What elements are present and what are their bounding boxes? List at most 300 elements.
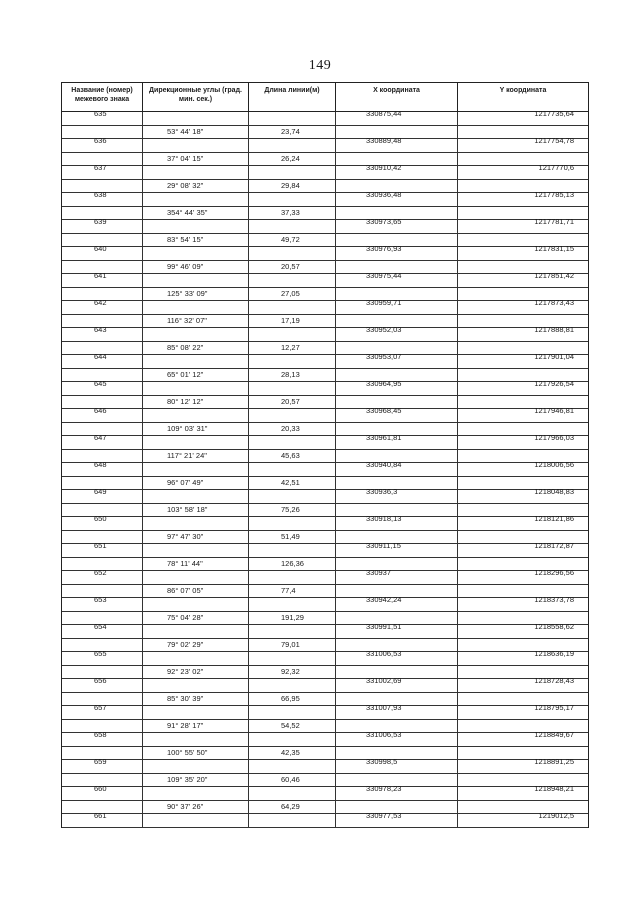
table-row	[62, 180, 588, 194]
point-name-cell	[62, 487, 143, 503]
length-cell	[249, 747, 336, 760]
empty-cell	[143, 544, 249, 557]
y-coordinate-cell-text: 1218849,67	[534, 730, 574, 739]
y-coordinate-cell-text: 1217770,6	[538, 163, 574, 172]
angle-cell-text: 125° 33' 09"	[167, 288, 208, 298]
x-coordinate-cell	[336, 595, 458, 611]
length-cell-text: 92,32	[281, 666, 300, 676]
x-coordinate-cell	[336, 541, 458, 557]
x-coordinate-cell	[336, 136, 458, 152]
angle-cell	[143, 450, 249, 463]
angle-cell-text: 85° 30' 39"	[167, 693, 204, 703]
length-cell	[249, 639, 336, 652]
y-coordinate-cell	[458, 460, 588, 476]
point-name-cell	[62, 595, 143, 611]
angle-cell	[143, 531, 249, 544]
empty-cell	[143, 166, 249, 179]
x-coordinate-cell	[336, 271, 458, 287]
x-coordinate-cell-text: 330940,84	[366, 460, 402, 469]
y-coordinate-cell-text: 1217785,13	[534, 190, 574, 199]
point-name-cell	[62, 649, 143, 665]
empty-cell	[249, 814, 336, 827]
x-coordinate-cell-text: 330998,5	[366, 757, 398, 766]
angle-cell-text: 75° 04' 28"	[167, 612, 204, 622]
table-row	[62, 163, 588, 180]
y-coordinate-cell-text: 1218006,56	[534, 460, 574, 469]
point-name-cell	[62, 298, 143, 314]
point-name-cell	[62, 271, 143, 287]
empty-cell	[143, 787, 249, 800]
y-coordinate-cell	[458, 271, 588, 287]
length-cell-text: 49,72	[281, 234, 300, 244]
table-row	[62, 379, 588, 396]
length-cell	[249, 612, 336, 625]
empty-cell	[249, 679, 336, 692]
table-row	[62, 720, 588, 734]
empty-cell	[249, 355, 336, 368]
x-coordinate-cell	[336, 352, 458, 368]
length-cell-text: 20,57	[281, 396, 300, 406]
x-coordinate-cell-text: 330910,42	[366, 163, 402, 172]
y-coordinate-cell	[458, 190, 588, 206]
empty-cell	[249, 166, 336, 179]
x-coordinate-cell	[336, 568, 458, 584]
y-coordinate-cell	[458, 595, 588, 611]
y-coordinate-cell	[458, 109, 588, 125]
y-coordinate-cell	[458, 811, 588, 827]
page-number: 149	[308, 58, 332, 73]
point-name-cell	[62, 244, 143, 260]
empty-cell	[143, 328, 249, 341]
point-name-cell	[62, 136, 143, 152]
empty-cell	[249, 301, 336, 314]
table-row	[62, 217, 588, 234]
angle-cell-text: 109° 35' 20"	[167, 774, 208, 784]
x-coordinate-cell	[336, 298, 458, 314]
length-cell	[249, 234, 336, 247]
empty-cell	[249, 274, 336, 287]
point-name-cell-text: 635	[94, 109, 107, 118]
angle-cell	[143, 774, 249, 787]
angle-cell	[143, 153, 249, 166]
angle-cell-text: 100° 55' 50"	[167, 747, 208, 757]
angle-cell	[143, 666, 249, 679]
length-cell-text: 54,52	[281, 720, 300, 730]
table-row	[62, 234, 588, 248]
empty-cell	[143, 112, 249, 125]
angle-cell	[143, 261, 249, 274]
x-coordinate-cell	[336, 109, 458, 125]
empty-cell	[249, 571, 336, 584]
x-coordinate-cell-text: 330961,81	[366, 433, 402, 442]
angle-cell-text: 99° 46' 09"	[167, 261, 204, 271]
length-cell	[249, 585, 336, 598]
x-coordinate-cell-text: 330936,3	[366, 487, 398, 496]
y-coordinate-cell-text: 1217851,42	[534, 271, 574, 280]
angle-cell-text: 79° 02' 29"	[167, 639, 204, 649]
length-cell	[249, 450, 336, 463]
table-row	[62, 730, 588, 747]
empty-cell	[249, 652, 336, 665]
length-cell	[249, 126, 336, 139]
y-coordinate-cell	[458, 784, 588, 800]
length-cell	[249, 207, 336, 220]
y-coordinate-cell	[458, 163, 588, 179]
y-coordinate-cell-text: 1217831,15	[534, 244, 574, 253]
length-cell-text: 42,51	[281, 477, 300, 487]
y-coordinate-cell-text: 1217926,54	[534, 379, 574, 388]
point-name-cell-text: 647	[94, 433, 107, 442]
length-cell	[249, 531, 336, 544]
y-coordinate-cell	[458, 703, 588, 719]
x-coordinate-cell-text: 330968,45	[366, 406, 402, 415]
length-cell-text: 20,33	[281, 423, 300, 433]
x-coordinate-cell-text: 330918,13	[366, 514, 402, 523]
table-row	[62, 288, 588, 302]
point-name-cell-text: 646	[94, 406, 107, 415]
length-cell	[249, 396, 336, 409]
table-row	[62, 298, 588, 315]
table-row	[62, 477, 588, 491]
point-name-cell	[62, 757, 143, 773]
table-row	[62, 801, 588, 815]
table-row	[62, 676, 588, 693]
angle-cell-text: 354° 44' 35"	[167, 207, 208, 217]
point-name-cell	[62, 325, 143, 341]
table-row	[62, 450, 588, 464]
table-row	[62, 136, 588, 153]
y-coordinate-cell-text: 1218891,25	[534, 757, 574, 766]
length-cell-text: 75,26	[281, 504, 300, 514]
angle-cell	[143, 423, 249, 436]
point-name-cell	[62, 352, 143, 368]
x-coordinate-cell	[336, 433, 458, 449]
x-coordinate-cell	[336, 649, 458, 665]
angle-cell	[143, 126, 249, 139]
angle-cell-text: 85° 08' 22"	[167, 342, 204, 352]
table-row	[62, 595, 588, 612]
length-cell	[249, 774, 336, 787]
y-coordinate-cell-text: 1217946,81	[534, 406, 574, 415]
angle-cell	[143, 288, 249, 301]
x-coordinate-cell	[336, 379, 458, 395]
table-row	[62, 406, 588, 423]
length-cell	[249, 693, 336, 706]
table-row	[62, 666, 588, 680]
empty-cell	[249, 436, 336, 449]
y-coordinate-cell-text: 1218172,87	[534, 541, 574, 550]
x-coordinate-cell-text: 331007,93	[366, 703, 402, 712]
table-header	[62, 83, 588, 112]
empty-cell	[336, 558, 458, 571]
empty-cell	[143, 679, 249, 692]
point-name-cell-text: 650	[94, 514, 107, 523]
header-name: Название (номер) межевого знака	[62, 83, 143, 111]
table-row	[62, 261, 588, 275]
length-cell	[249, 153, 336, 166]
point-name-cell-text: 658	[94, 730, 107, 739]
y-coordinate-cell-text: 1218728,43	[534, 676, 574, 685]
point-name-cell-text: 641	[94, 271, 107, 280]
length-cell-text: 29,84	[281, 180, 300, 190]
table-row	[62, 352, 588, 369]
length-cell-text: 42,35	[281, 747, 300, 757]
x-coordinate-cell-text: 330889,48	[366, 136, 402, 145]
x-coordinate-cell-text: 330977,53	[366, 811, 402, 820]
header-angle: Дирекционные углы (град. мин. сек.)	[143, 83, 249, 111]
empty-cell	[249, 733, 336, 746]
x-coordinate-cell-text: 330911,15	[366, 541, 401, 550]
y-coordinate-cell-text: 1218048,83	[534, 487, 574, 496]
table-body	[62, 109, 588, 828]
table-row	[62, 369, 588, 383]
length-cell-text: 66,95	[281, 693, 300, 703]
y-coordinate-cell	[458, 541, 588, 557]
empty-cell	[249, 247, 336, 260]
angle-cell-text: 92° 23' 02"	[167, 666, 204, 676]
angle-cell	[143, 720, 249, 733]
length-cell	[249, 180, 336, 193]
x-coordinate-cell	[336, 811, 458, 827]
angle-cell	[143, 504, 249, 517]
length-cell-text: 126,36	[281, 558, 304, 568]
length-cell	[249, 261, 336, 274]
table-row	[62, 190, 588, 207]
x-coordinate-cell	[336, 325, 458, 341]
header-length: Длина линии(м)	[249, 83, 336, 111]
angle-cell-text: 80° 12' 12"	[167, 396, 204, 406]
empty-cell	[249, 517, 336, 530]
point-name-cell	[62, 163, 143, 179]
table-row	[62, 747, 588, 761]
length-cell	[249, 558, 336, 571]
point-name-cell	[62, 433, 143, 449]
angle-cell-text: 96° 07' 49"	[167, 477, 204, 487]
point-name-cell-text: 645	[94, 379, 107, 388]
point-name-cell	[62, 703, 143, 719]
x-coordinate-cell	[336, 487, 458, 503]
length-cell	[249, 666, 336, 679]
point-name-cell	[62, 109, 143, 125]
length-cell-text: 17,19	[281, 315, 300, 325]
y-coordinate-cell	[458, 217, 588, 233]
table-row	[62, 109, 588, 126]
point-name-cell	[62, 730, 143, 746]
point-name-cell-text: 660	[94, 784, 107, 793]
table-row	[62, 568, 588, 585]
table-row	[62, 541, 588, 558]
x-coordinate-cell-text: 330976,93	[366, 244, 402, 253]
empty-cell	[143, 382, 249, 395]
point-name-cell	[62, 784, 143, 800]
y-coordinate-cell-text: 1217901,04	[534, 352, 574, 361]
table-row	[62, 514, 588, 531]
length-cell	[249, 477, 336, 490]
table-row	[62, 639, 588, 653]
angle-cell	[143, 396, 249, 409]
y-coordinate-cell	[458, 325, 588, 341]
empty-cell	[143, 409, 249, 422]
empty-cell	[143, 220, 249, 233]
angle-cell-text: 37° 04' 15"	[167, 153, 204, 163]
angle-cell-text: 86° 07' 05"	[167, 585, 204, 595]
x-coordinate-cell	[336, 190, 458, 206]
length-cell-text: 26,24	[281, 153, 300, 163]
angle-cell-text: 103° 58' 18"	[167, 504, 208, 514]
length-cell-text: 51,49	[281, 531, 300, 541]
table-row	[62, 342, 588, 356]
y-coordinate-cell	[458, 406, 588, 422]
table-row	[62, 126, 588, 140]
y-coordinate-cell	[458, 622, 588, 638]
y-coordinate-cell	[458, 514, 588, 530]
x-coordinate-cell	[336, 514, 458, 530]
length-cell-text: 12,27	[281, 342, 300, 352]
empty-cell	[143, 814, 249, 827]
table-row	[62, 531, 588, 545]
x-coordinate-cell	[336, 622, 458, 638]
point-name-cell-text: 640	[94, 244, 107, 253]
y-coordinate-cell-text: 1218121,86	[534, 514, 574, 523]
point-name-cell-text: 643	[94, 325, 107, 334]
empty-cell	[143, 652, 249, 665]
empty-cell	[143, 139, 249, 152]
empty-cell	[249, 787, 336, 800]
y-coordinate-cell	[458, 136, 588, 152]
x-coordinate-cell-text: 331006,53	[366, 730, 402, 739]
length-cell-text: 45,63	[281, 450, 300, 460]
y-coordinate-cell-text: 1218795,17	[534, 703, 574, 712]
table-row	[62, 460, 588, 477]
empty-cell	[143, 247, 249, 260]
angle-cell	[143, 180, 249, 193]
angle-cell	[143, 585, 249, 598]
length-cell-text: 60,46	[281, 774, 300, 784]
y-coordinate-cell	[458, 676, 588, 692]
x-coordinate-cell-text: 330975,44	[366, 271, 402, 280]
angle-cell	[143, 234, 249, 247]
angle-cell-text: 97° 47' 30"	[167, 531, 204, 541]
table-row	[62, 622, 588, 639]
table-row	[62, 315, 588, 329]
table-row	[62, 396, 588, 410]
angle-cell-text: 91° 28' 17"	[167, 720, 204, 730]
angle-cell	[143, 693, 249, 706]
empty-cell	[143, 355, 249, 368]
point-name-cell	[62, 217, 143, 233]
angle-cell	[143, 207, 249, 220]
point-name-cell-text: 653	[94, 595, 107, 604]
empty-cell	[143, 436, 249, 449]
y-coordinate-cell-text: 1217873,43	[534, 298, 574, 307]
point-name-cell	[62, 460, 143, 476]
point-name-cell-text: 649	[94, 487, 107, 496]
point-name-cell-text: 659	[94, 757, 107, 766]
y-coordinate-cell	[458, 298, 588, 314]
empty-cell	[143, 463, 249, 476]
point-name-cell	[62, 541, 143, 557]
length-cell-text: 64,29	[281, 801, 300, 811]
empty-cell	[249, 625, 336, 638]
point-name-cell	[62, 190, 143, 206]
table-row	[62, 811, 588, 828]
empty-cell	[249, 544, 336, 557]
y-coordinate-cell-text: 1218558,62	[534, 622, 574, 631]
table-row	[62, 207, 588, 221]
x-coordinate-cell	[336, 757, 458, 773]
point-name-cell	[62, 514, 143, 530]
empty-cell	[249, 112, 336, 125]
point-name-cell-text: 636	[94, 136, 107, 145]
angle-cell-text: 109° 03' 31"	[167, 423, 208, 433]
x-coordinate-cell-text: 330978,23	[366, 784, 402, 793]
empty-cell	[249, 598, 336, 611]
angle-cell-text: 65° 01' 12"	[167, 369, 204, 379]
y-coordinate-cell-text: 1218636,19	[534, 649, 574, 658]
table-row	[62, 703, 588, 720]
y-coordinate-cell-text: 1218296,56	[534, 568, 574, 577]
length-cell-text: 20,57	[281, 261, 300, 271]
empty-cell	[249, 409, 336, 422]
x-coordinate-cell	[336, 730, 458, 746]
empty-cell	[143, 193, 249, 206]
table-row	[62, 774, 588, 788]
y-coordinate-cell-text: 1217966,03	[534, 433, 574, 442]
angle-cell	[143, 315, 249, 328]
empty-cell	[249, 220, 336, 233]
y-coordinate-cell	[458, 757, 588, 773]
length-cell	[249, 369, 336, 382]
length-cell	[249, 288, 336, 301]
length-cell	[249, 720, 336, 733]
y-coordinate-cell-text: 1217781,71	[534, 217, 574, 226]
length-cell	[249, 504, 336, 517]
angle-cell-text: 78° 11' 44"	[167, 558, 203, 568]
point-name-cell-text: 655	[94, 649, 107, 658]
point-name-cell	[62, 406, 143, 422]
length-cell-text: 77,4	[281, 585, 296, 595]
y-coordinate-cell	[458, 379, 588, 395]
x-coordinate-cell	[336, 460, 458, 476]
empty-cell	[143, 490, 249, 503]
length-cell	[249, 801, 336, 814]
length-cell-text: 23,74	[281, 126, 300, 136]
point-name-cell-text: 648	[94, 460, 107, 469]
empty-cell	[143, 760, 249, 773]
length-cell-text: 28,13	[281, 369, 300, 379]
x-coordinate-cell	[336, 217, 458, 233]
empty-cell	[143, 598, 249, 611]
table-row	[62, 423, 588, 437]
x-coordinate-cell	[336, 163, 458, 179]
point-name-cell-text: 661	[94, 811, 107, 820]
y-coordinate-cell-text: 1218948,21	[534, 784, 574, 793]
angle-cell	[143, 639, 249, 652]
table-row	[62, 487, 588, 504]
table-row	[62, 325, 588, 342]
y-coordinate-cell	[458, 433, 588, 449]
angle-cell-text: 117° 21' 24"	[167, 450, 207, 460]
x-coordinate-cell	[336, 244, 458, 260]
angle-cell	[143, 801, 249, 814]
x-coordinate-cell-text: 330952,03	[366, 325, 402, 334]
length-cell-text: 191,29	[281, 612, 304, 622]
table-row	[62, 757, 588, 774]
x-coordinate-cell-text: 331006,53	[366, 649, 402, 658]
x-coordinate-cell-text: 331002,69	[366, 676, 402, 685]
x-coordinate-cell	[336, 703, 458, 719]
x-coordinate-cell-text: 330942,24	[366, 595, 402, 604]
